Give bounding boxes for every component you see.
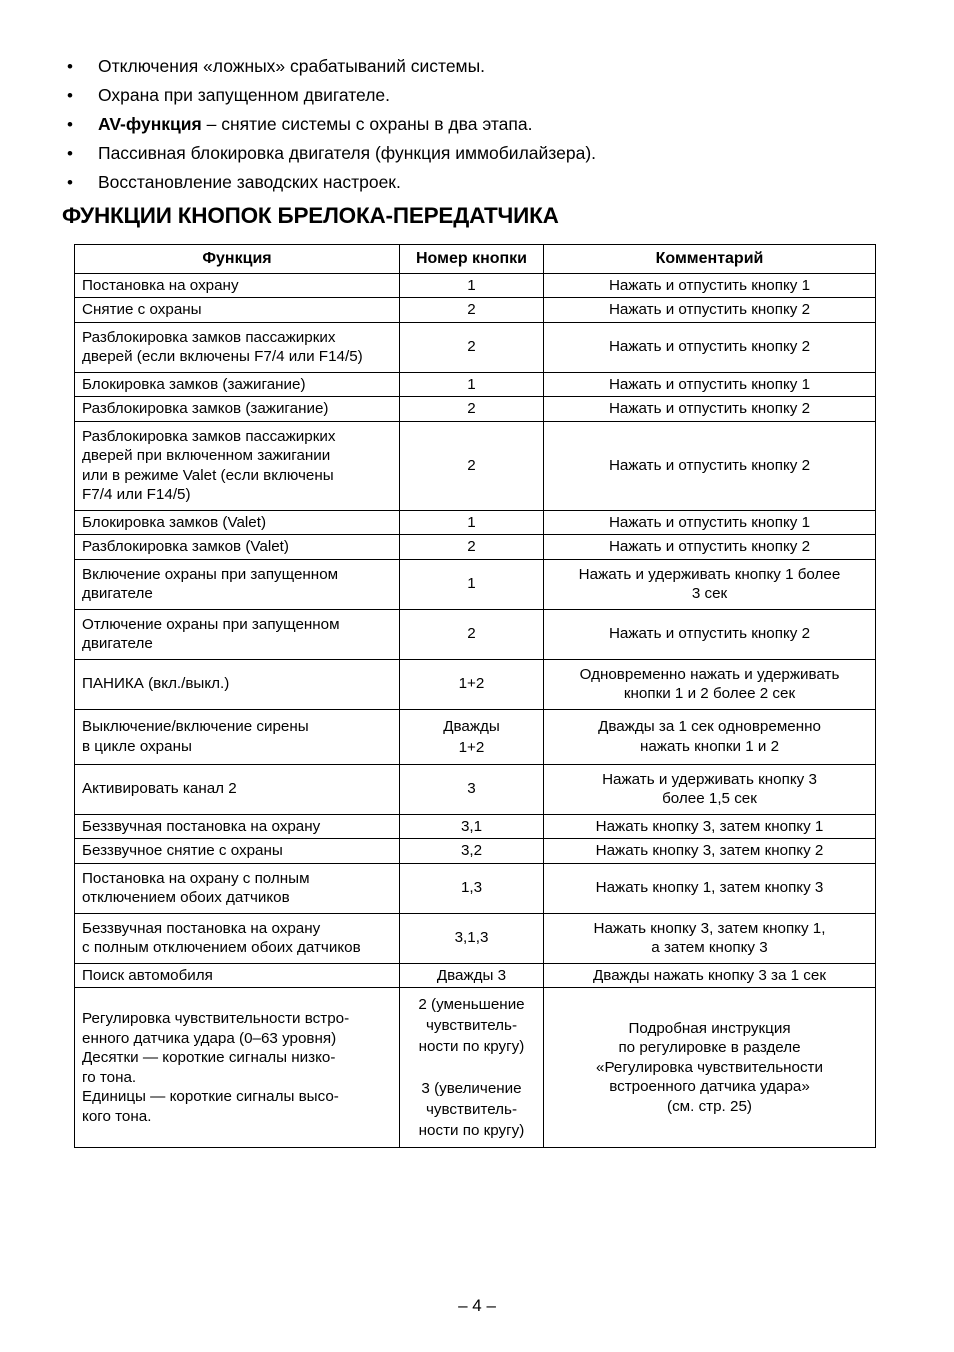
cell-line: Нажать и отпустить кнопку 2	[608, 625, 811, 643]
cell-line	[406, 1057, 537, 1078]
cell-line: 3 сек	[691, 585, 728, 602]
cell-function	[75, 863, 400, 913]
cell-button-number	[400, 322, 544, 372]
cell-line: 3,1,3	[454, 929, 489, 947]
cell-line: Нажать и отпустить кнопку 1	[608, 513, 811, 531]
cell-line: Нажать кнопку 3, затем кнопку 1	[595, 817, 824, 835]
cell-comment	[544, 397, 876, 422]
cell-line: с полным отключением обоих датчиков	[82, 939, 361, 956]
cell-line: кнопки 1 и 2 более 2 сек	[623, 685, 796, 702]
cell-function	[75, 988, 400, 1148]
page-title: ФУНКЦИИ КНОПОК БРЕЛОКА-ПЕРЕДАТЧИКА	[62, 203, 559, 228]
table-row	[75, 609, 876, 659]
cell-line: 2	[467, 456, 476, 474]
cell-comment	[544, 913, 876, 963]
cell-line: дверей при включенном зажигании	[82, 447, 331, 464]
cell-comment	[544, 535, 876, 560]
bullet-dot-icon: •	[67, 144, 73, 163]
cell-button-number	[400, 913, 544, 963]
cell-line: 3	[467, 780, 476, 798]
cell-line: Нажать и отпустить кнопку 2	[608, 538, 811, 555]
cell-comment	[544, 510, 876, 535]
cell-function	[75, 535, 400, 560]
cell-button-number	[400, 535, 544, 560]
table-row	[75, 863, 876, 913]
cell-button-number	[400, 988, 544, 1148]
bullet-item	[62, 139, 862, 168]
cell-line: а затем кнопку 3	[651, 939, 768, 956]
column-header-button: Номер кнопки	[400, 245, 544, 274]
feature-bullet-list	[62, 52, 862, 197]
cell-button-number	[400, 863, 544, 913]
column-header-comment: Комментарий	[544, 245, 876, 274]
cell-comment	[544, 322, 876, 372]
cell-line: Дважды 3	[436, 966, 507, 984]
cell-line: Десятки — короткие сигналы низко-	[82, 1049, 336, 1066]
cell-function	[75, 421, 400, 510]
cell-line: го тона.	[82, 1068, 137, 1086]
cell-line: 1	[467, 575, 476, 593]
cell-line: Нажать кнопку 1, затем кнопку 3	[595, 879, 824, 897]
cell-line: 2	[467, 338, 476, 356]
cell-comment	[544, 963, 876, 988]
bullet-item-label: Восстановление заводских настроек.	[98, 172, 401, 192]
table-row	[75, 322, 876, 372]
table-row	[75, 397, 876, 422]
cell-line: отключением обоих датчиков	[82, 889, 290, 906]
table-row	[75, 535, 876, 560]
cell-line: 3,1	[460, 817, 483, 835]
cell-button-number	[400, 609, 544, 659]
cell-line: Нажать и отпустить кнопку 2	[608, 456, 811, 474]
cell-line: ности по кругу)	[418, 1038, 525, 1055]
table-row	[75, 963, 876, 988]
remote-button-functions-table	[74, 244, 876, 1148]
cell-line: Подробная инструкция	[628, 1019, 791, 1037]
cell-comment	[544, 764, 876, 814]
cell-line: Отлючение охраны при запущенном	[82, 615, 340, 633]
cell-line: Нажать кнопку 3, затем кнопку 2	[595, 842, 824, 859]
cell-comment	[544, 273, 876, 298]
cell-line: по регулировке в разделе	[618, 1039, 801, 1057]
cell-line: 1+2	[458, 738, 485, 756]
cell-line: кого тона.	[82, 1107, 152, 1125]
table-row	[75, 273, 876, 298]
cell-line: 1+2	[458, 675, 485, 693]
cell-function	[75, 298, 400, 323]
table-row	[75, 559, 876, 609]
cell-button-number	[400, 814, 544, 839]
table-head	[75, 245, 876, 274]
table-row	[75, 764, 876, 814]
cell-line: Нажать и удерживать кнопку 3	[602, 770, 817, 788]
cell-line: Дважды	[443, 717, 500, 735]
cell-function	[75, 764, 400, 814]
cell-line: 2 (уменьшение	[418, 996, 525, 1013]
cell-comment	[544, 709, 876, 764]
cell-function	[75, 709, 400, 764]
cell-comment	[544, 372, 876, 397]
cell-line: более 1,5 сек	[662, 790, 757, 807]
bullet-item-label: Отключения «ложных» срабатываний системы.	[98, 56, 486, 76]
cell-comment	[544, 559, 876, 609]
cell-line: двигателе	[82, 635, 153, 652]
cell-line: 1	[467, 276, 476, 294]
cell-line: Разблокировка замков (Valet)	[82, 538, 289, 555]
bullet-item-label: Охрана при запущенном двигателе.	[98, 85, 391, 105]
bullet-dot-icon: •	[67, 115, 73, 134]
cell-line: в цикле охраны	[82, 737, 192, 755]
cell-line: 3 (увеличение	[421, 1080, 522, 1097]
cell-function	[75, 814, 400, 839]
table-row	[75, 913, 876, 963]
cell-function	[75, 273, 400, 298]
cell-line: Постановка на охрану	[82, 276, 239, 294]
cell-line: встроенного датчика удара»	[609, 1078, 810, 1096]
cell-line: Разблокировка замков пассажирких	[82, 427, 336, 445]
bullet-dot-icon: •	[67, 173, 73, 192]
cell-comment	[544, 421, 876, 510]
cell-button-number	[400, 559, 544, 609]
bullet-item	[62, 52, 862, 81]
cell-comment	[544, 659, 876, 709]
cell-button-number	[400, 372, 544, 397]
cell-function	[75, 397, 400, 422]
bullet-item-lead: AV-функция	[98, 114, 202, 134]
cell-button-number	[400, 421, 544, 510]
cell-line: дверей (если включены F7/4 или F14/5)	[82, 348, 363, 365]
cell-line: 2	[467, 301, 476, 318]
cell-line: 3,2	[460, 842, 483, 859]
table-body	[75, 273, 876, 1148]
cell-comment	[544, 298, 876, 323]
cell-button-number	[400, 298, 544, 323]
cell-comment	[544, 814, 876, 839]
table-row	[75, 659, 876, 709]
cell-button-number	[400, 273, 544, 298]
cell-line: Единицы — короткие сигналы высо-	[82, 1088, 339, 1105]
cell-line: Нажать кнопку 3, затем кнопку 1,	[593, 919, 826, 937]
cell-line: (см. стр. 25)	[667, 1097, 752, 1115]
cell-button-number	[400, 510, 544, 535]
cell-line: ности по кругу)	[418, 1122, 525, 1139]
cell-line: Блокировка замков (зажигание)	[82, 375, 306, 393]
cell-line: Нажать и отпустить кнопку 1	[608, 375, 811, 393]
table-header-row	[75, 245, 876, 274]
column-header-function: Функция	[75, 245, 400, 274]
cell-line: 1	[467, 375, 476, 393]
cell-line: Беззвучная постановка на охрану	[82, 919, 321, 937]
table-row	[75, 510, 876, 535]
cell-line: Снятие с охраны	[82, 301, 202, 318]
bullet-item-label: Пассивная блокировка двигателя (функция иммобилайзера).	[98, 143, 597, 163]
cell-line: 2	[467, 538, 476, 555]
cell-line: Одновременно нажать и удерживать	[579, 665, 840, 683]
cell-line: Нажать и отпустить кнопку 1	[608, 276, 811, 294]
cell-line: Разблокировка замков (зажигание)	[82, 400, 329, 417]
cell-line: Поиск автомобиля	[82, 966, 213, 984]
cell-comment	[544, 863, 876, 913]
cell-line: Разблокировка замков пассажирких	[82, 328, 336, 346]
cell-line: или в режиме Valet (если включены	[82, 466, 334, 484]
cell-function	[75, 963, 400, 988]
bullet-item	[62, 110, 862, 139]
bullet-item-label: – снятие системы с охраны в два этапа.	[201, 114, 533, 134]
cell-line: 2	[467, 400, 476, 417]
table-row	[75, 988, 876, 1148]
cell-line: Нажать и удерживать кнопку 1 более	[578, 565, 841, 583]
cell-line: Дважды за 1 сек одновременно	[598, 718, 821, 735]
cell-comment	[544, 609, 876, 659]
table-row	[75, 298, 876, 323]
cell-line: ПАНИКА (вкл./выкл.)	[82, 675, 230, 693]
cell-line: Беззвучное снятие с охраны	[82, 842, 283, 859]
cell-function	[75, 839, 400, 864]
cell-line: Блокировка замков (Valet)	[82, 513, 267, 531]
bullet-item	[62, 168, 862, 197]
bullet-dot-icon: •	[67, 57, 73, 76]
cell-line: 1	[467, 513, 476, 531]
cell-line: Регулировка чувствительности встро-	[82, 1010, 350, 1027]
cell-line: F7/4 или F14/5)	[82, 486, 191, 503]
page-number-footer: – 4 –	[458, 1296, 496, 1315]
cell-line: нажать кнопки 1 и 2	[639, 737, 780, 755]
cell-line: двигателе	[82, 585, 153, 602]
cell-function	[75, 322, 400, 372]
cell-function	[75, 659, 400, 709]
cell-button-number	[400, 709, 544, 764]
cell-function	[75, 609, 400, 659]
table-row	[75, 814, 876, 839]
cell-line: «Регулировка чувствительности	[596, 1058, 823, 1076]
cell-button-number	[400, 764, 544, 814]
cell-line: Выключение/включение сирены	[82, 718, 309, 735]
cell-line: Нажать и отпустить кнопку 2	[608, 301, 811, 318]
cell-line: Дважды нажать кнопку 3 за 1 сек	[593, 966, 826, 984]
cell-line: Нажать и отпустить кнопку 2	[608, 338, 811, 356]
cell-line: Включение охраны при запущенном	[82, 565, 339, 583]
table-row	[75, 421, 876, 510]
cell-function	[75, 913, 400, 963]
cell-comment	[544, 839, 876, 864]
table-row	[75, 709, 876, 764]
cell-function	[75, 510, 400, 535]
cell-line: Беззвучная постановка на охрану	[82, 817, 321, 835]
cell-line: чувствитель-	[425, 1017, 518, 1034]
bullet-item	[62, 81, 862, 110]
cell-function	[75, 372, 400, 397]
cell-line: Постановка на охрану с полным	[82, 869, 310, 887]
cell-comment	[544, 988, 876, 1148]
table-row	[75, 372, 876, 397]
cell-line: Активировать канал 2	[82, 780, 237, 798]
cell-line: Нажать и отпустить кнопку 2	[608, 400, 811, 417]
cell-button-number	[400, 839, 544, 864]
cell-line: енного датчика удара (0–63 уровня)	[82, 1029, 337, 1047]
cell-button-number	[400, 659, 544, 709]
cell-function	[75, 559, 400, 609]
bullet-dot-icon: •	[67, 86, 73, 105]
cell-line: чувствитель-	[425, 1101, 518, 1118]
cell-line: 1,3	[460, 879, 483, 897]
cell-button-number	[400, 963, 544, 988]
table-row	[75, 839, 876, 864]
cell-line: 2	[467, 625, 476, 643]
cell-button-number	[400, 397, 544, 422]
